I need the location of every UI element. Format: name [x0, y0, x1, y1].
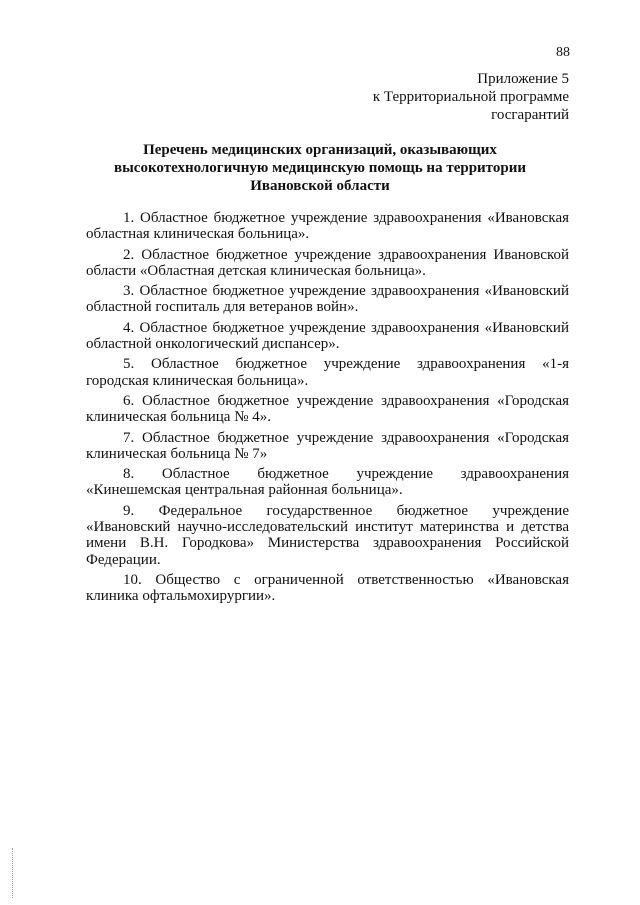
list-item-line: 2. Областное бюджетное учреждение здравоохранения Ивановской — [123, 246, 569, 263]
list-item — [86, 503, 569, 568]
list-item-line: имени В.Н. Городкова» Министерства здравоохранения Российской — [86, 535, 569, 552]
appendix-line: госгарантий — [491, 107, 569, 123]
list-item — [86, 356, 569, 389]
list-item-line: 9. Федеральное государственное бюджетное учреждение — [123, 502, 569, 519]
appendix-header — [249, 70, 569, 124]
list-item-line: областной госпиталь для ветеранов войн». — [86, 299, 359, 316]
list-item — [86, 572, 569, 605]
list-item — [86, 210, 569, 243]
title-line: Ивановской области — [250, 178, 390, 194]
list-item-line: «Кинешемская центральная районная больница». — [86, 482, 403, 499]
list-item-line: 8. Областное бюджетное учреждение здравоохранения — [123, 466, 569, 483]
list-item-line: областная клиническая больница». — [86, 226, 310, 243]
list-item-line: области «Областная детская клиническая больница». — [86, 262, 426, 279]
list-item-line: Федерации. — [86, 551, 161, 568]
list-item — [86, 247, 569, 280]
list-item-line: клиническая больница № 4». — [86, 409, 272, 426]
list-item-line: 1. Областное бюджетное учреждение здравоохранения «Ивановская — [123, 210, 569, 226]
list-item-line: городская клиническая больница». — [86, 372, 309, 389]
margin-dots — [12, 848, 15, 898]
list-item-line: 3. Областное бюджетное учреждение здравоохранения «Ивановский — [123, 283, 569, 300]
appendix-line: к Территориальной программе — [372, 89, 569, 105]
list-item-line: клиническая больница № 7» — [86, 445, 268, 462]
organization-list — [86, 210, 569, 609]
list-item-line: 7. Областное бюджетное учреждение здравоохранения «Городская — [123, 429, 569, 446]
appendix-line: Приложение 5 — [477, 71, 569, 87]
list-item-line: «Ивановский научно-исследовательский институт материнства и детства — [86, 519, 569, 536]
list-item-line: 6. Областное бюджетное учреждение здравоохранения «Городская — [123, 392, 569, 409]
page-number: 88 — [556, 45, 570, 60]
title-line: высокотехнологичную медицинскую помощь на территории — [114, 160, 526, 176]
list-item-line: областной онкологический диспансер». — [86, 336, 340, 353]
list-item — [86, 430, 569, 463]
document-title — [60, 141, 580, 195]
list-item-line: 5. Областное бюджетное учреждение здравоохранения «1-я — [123, 356, 569, 373]
list-item-line: 10. Общество с ограниченной ответственностью «Ивановская — [123, 571, 569, 588]
title-line: Перечень медицинских организаций, оказывающих — [143, 142, 497, 158]
list-item — [86, 466, 569, 499]
list-item — [86, 320, 569, 353]
list-item-line: клиника офтальмохирургии». — [86, 588, 276, 605]
list-item-line: 4. Областное бюджетное учреждение здравоохранения «Ивановский — [123, 319, 569, 336]
list-item — [86, 393, 569, 426]
list-item — [86, 283, 569, 316]
